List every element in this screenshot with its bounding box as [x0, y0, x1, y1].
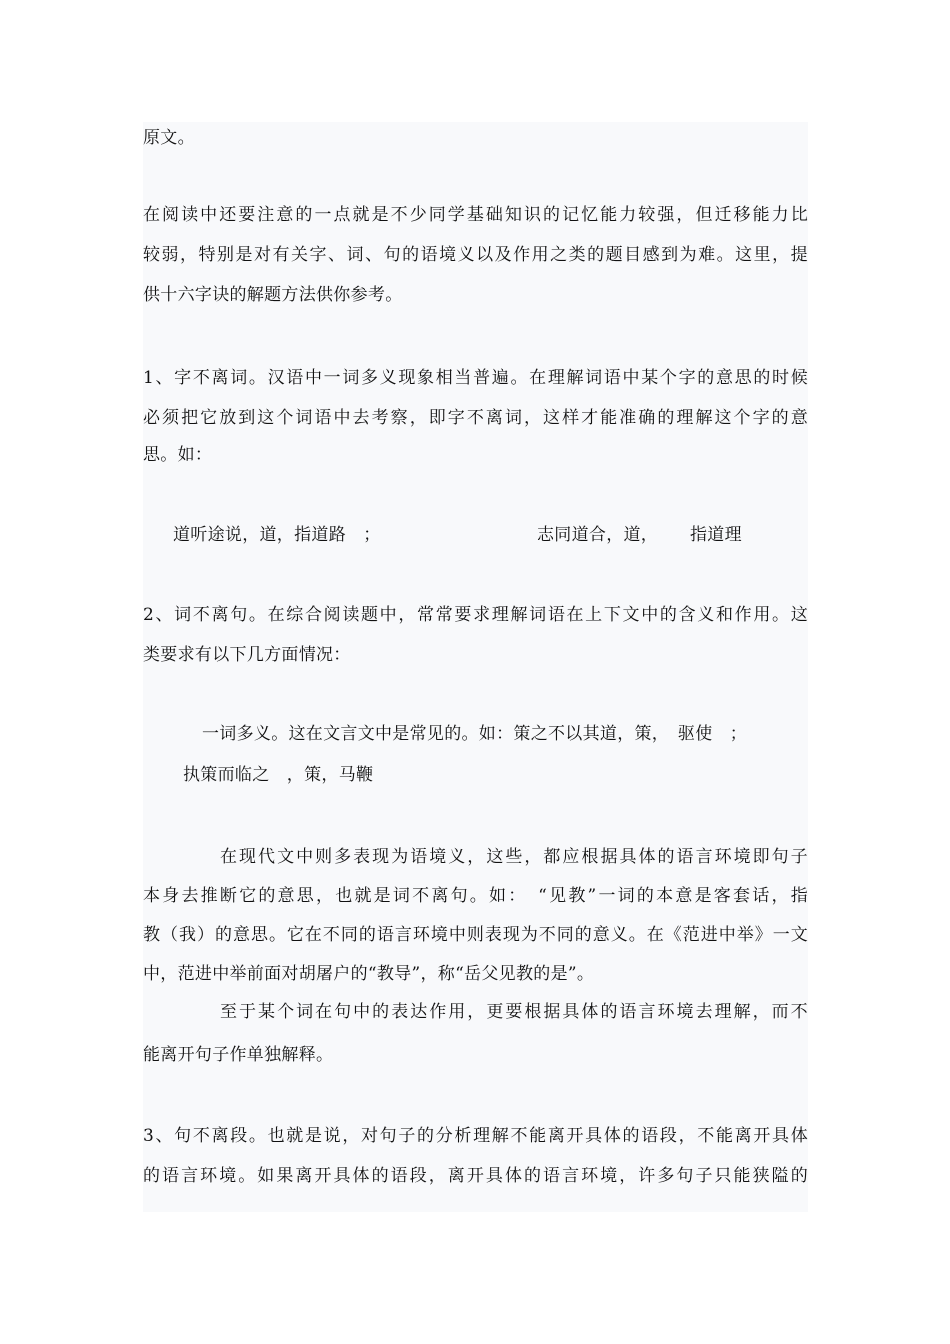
paragraph-item1-line-1: 1、字不离词。汉语中一词多义现象相当普遍。在理解词语中某个字的意思的时候	[143, 368, 808, 388]
example2-line-2: 执策而临之 ，策，马鞭	[183, 765, 374, 785]
paragraph-function-line-1: 至于某个词在句中的表达作用，更要根据具体的语言环境去理解，而不	[220, 1002, 808, 1022]
paragraph-item3-line-1: 3、句不离段。也就是说，对句子的分析理解不能离开具体的语段，不能离开具体	[143, 1126, 808, 1146]
paragraph-origin: 原文。	[143, 128, 195, 148]
example2-line-1: 一词多义。这在文言文中是常见的。如：策之不以其道，策， 驱使 ；	[202, 724, 748, 744]
paragraph-item2-line-1: 2、词不离句。在综合阅读题中，常常要求理解词语在上下文中的含义和作用。这	[143, 605, 808, 625]
example1-left: 道听途说，道，指道路 ；	[173, 525, 381, 545]
paragraph-intro-line-2: 较弱，特别是对有关字、词、句的语境义以及作用之类的题目感到为难。这里，提	[143, 245, 808, 265]
paragraph-modern-line-4: 中，范进中举前面对胡屠户的“教导”，称“岳父见教的是”。	[143, 964, 595, 984]
paragraph-item3-line-2: 的语言环境。如果离开具体的语段，离开具体的语言环境，许多句子只能狭隘的	[143, 1166, 808, 1186]
example1-mid: 志同道合，道，	[537, 525, 659, 545]
paragraph-intro-line-1: 在阅读中还要注意的一点就是不少同学基础知识的记忆能力较强，但迁移能力比	[143, 205, 808, 225]
paragraph-modern-line-2: 本身去推断它的意思，也就是词不离句。如： “见教”一词的本意是客套话，指	[143, 886, 808, 906]
paragraph-modern-line-1: 在现代文中则多表现为语境义，这些，都应根据具体的语言环境即句子	[220, 847, 808, 867]
paragraph-item1-line-3: 思。如：	[143, 445, 213, 465]
paragraph-function-line-2: 能离开句子作单独解释。	[143, 1045, 334, 1065]
paragraph-item1-line-2: 必须把它放到这个词语中去考察，即字不离词，这样才能准确的理解这个字的意	[143, 408, 808, 428]
paragraph-modern-line-3: 教（我）的意思。它在不同的语言环境中则表现为不同的意义。在《范进中举》一文	[143, 925, 808, 945]
example1-right: 指道理	[690, 525, 742, 545]
paragraph-intro-line-3: 供十六字诀的解题方法供你参考。	[143, 285, 403, 305]
paragraph-item2-line-2: 类要求有以下几方面情况：	[143, 645, 351, 665]
